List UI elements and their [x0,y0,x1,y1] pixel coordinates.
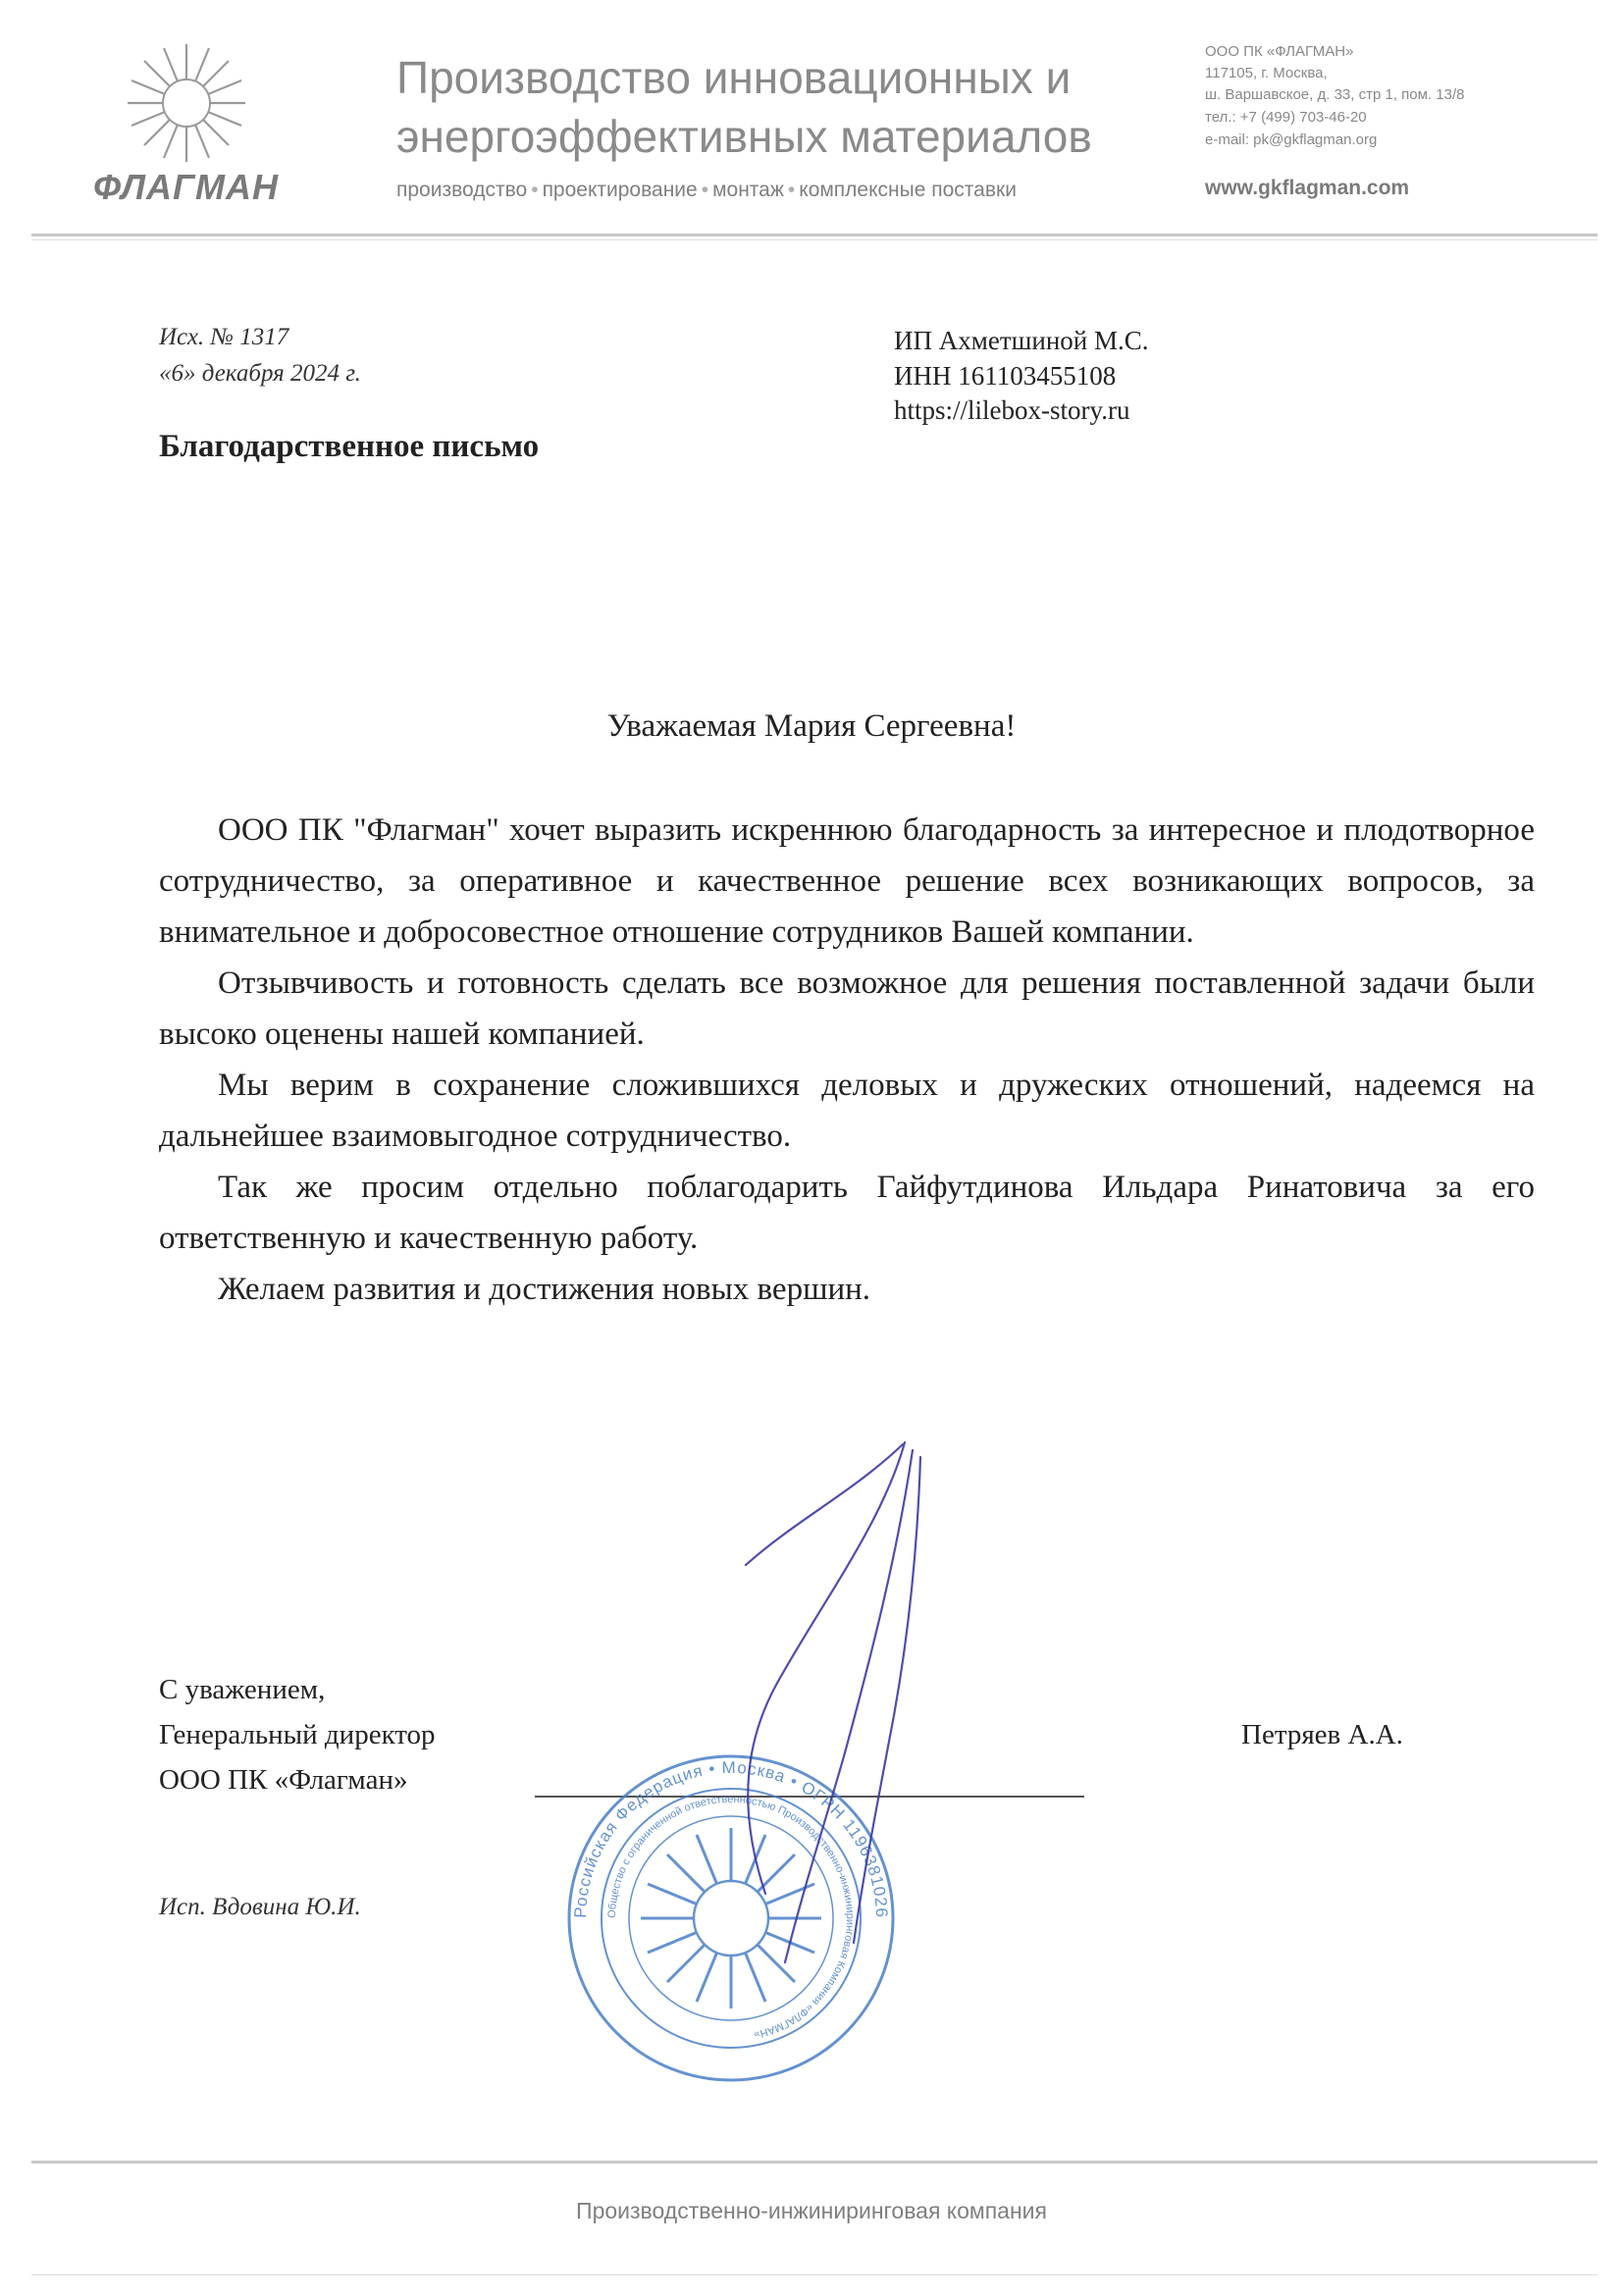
service-item: производство [396,179,528,201]
flagman-logo-icon [123,39,250,167]
service-item: проектирование [542,179,698,201]
closing-regards: С уважением, [159,1674,326,1705]
letter-date: «6» декабря 2024 г. [159,360,361,387]
footer-divider [31,2161,1597,2164]
header-tagline-line1: Производство инновационных и [396,52,1072,103]
body-paragraph: Так же просим отдельно поблагодарить Гайфутдинова Ильдара Ринатовича за его ответственную и качественную работу. [159,1170,1535,1256]
stamp-outer-text: Российская Федерация • Москва • ОГРН 1196381026 [570,1757,892,1919]
body-paragraph: Мы верим в сохранение сложившихся деловых и дружеских отношений, надеемся на дальнейшее взаимовыгодное сотрудничество. [159,1068,1535,1154]
closing-company: ООО ПК «Флагман» [159,1764,408,1796]
bullet-icon: • [701,179,709,201]
document-title: Благодарственное письмо [159,429,540,464]
footer-bottom-rule [31,2274,1597,2275]
website-link[interactable]: www.gkflagman.com [1205,177,1410,199]
body-paragraph: Отзывчивость и готовность сделать все возможное для решения поставленной задачи были высоко оценены нашей компанией. [159,965,1535,1052]
letter-body [159,805,1535,1315]
stamp-inner-text: Общество с ограниченной ответственностью Производственно-инжиниринговая Компания «ФЛАГМАН» [605,1793,857,2041]
service-item: комплексные поставки [799,179,1017,201]
service-item: монтаж [712,179,784,201]
body-paragraph: ООО ПК "Флагман" хочет выразить искреннюю благодарность за интересное и плодотворное сотрудничество, за оперативное и качественное решение всех возникающих вопросов, за внимательное и добросовестное отношение сотрудников Вашей компании. [159,812,1535,950]
recipient-name: ИП Ахметшиной М.С. [894,326,1149,355]
body-paragraph: Желаем развития и достижения новых вершин. [218,1272,871,1307]
header-divider-thin [31,239,1597,240]
address-phone: тел.: +7 (499) 703-46-20 [1205,109,1367,126]
address-street: ш. Варшавское, д. 33, стр 1, пом. 13/8 [1205,86,1465,103]
signer-name: Петряев А.А. [1241,1719,1403,1750]
handwritten-signature [687,1433,1021,1982]
services-list [396,179,1017,202]
address-email: e-mail: pk@gkflagman.org [1205,131,1378,148]
recipient-site: https://lilebox-story.ru [894,395,1130,425]
executor-name: Исп. Вдовина Ю.И. [159,1894,361,1920]
closing-position: Генеральный директор [159,1719,436,1750]
bullet-icon: • [531,179,539,201]
address-company: ООО ПК «ФЛАГМАН» [1205,43,1354,60]
recipient-inn: ИНН 161103455108 [894,361,1117,391]
logo-wordmark: ФЛАГМАН [93,167,280,207]
outgoing-number: Исх. № 1317 [159,324,289,350]
header-tagline-line2: энергоэффективных материалов [396,111,1092,162]
greeting: Уважаемая Мария Сергеевна! [606,708,1017,744]
header-divider [31,234,1597,236]
bullet-icon: • [787,179,796,201]
footer-text: Производственно-инжиниринговая компания [576,2198,1047,2223]
address-city: 117105, г. Москва, [1205,65,1328,81]
